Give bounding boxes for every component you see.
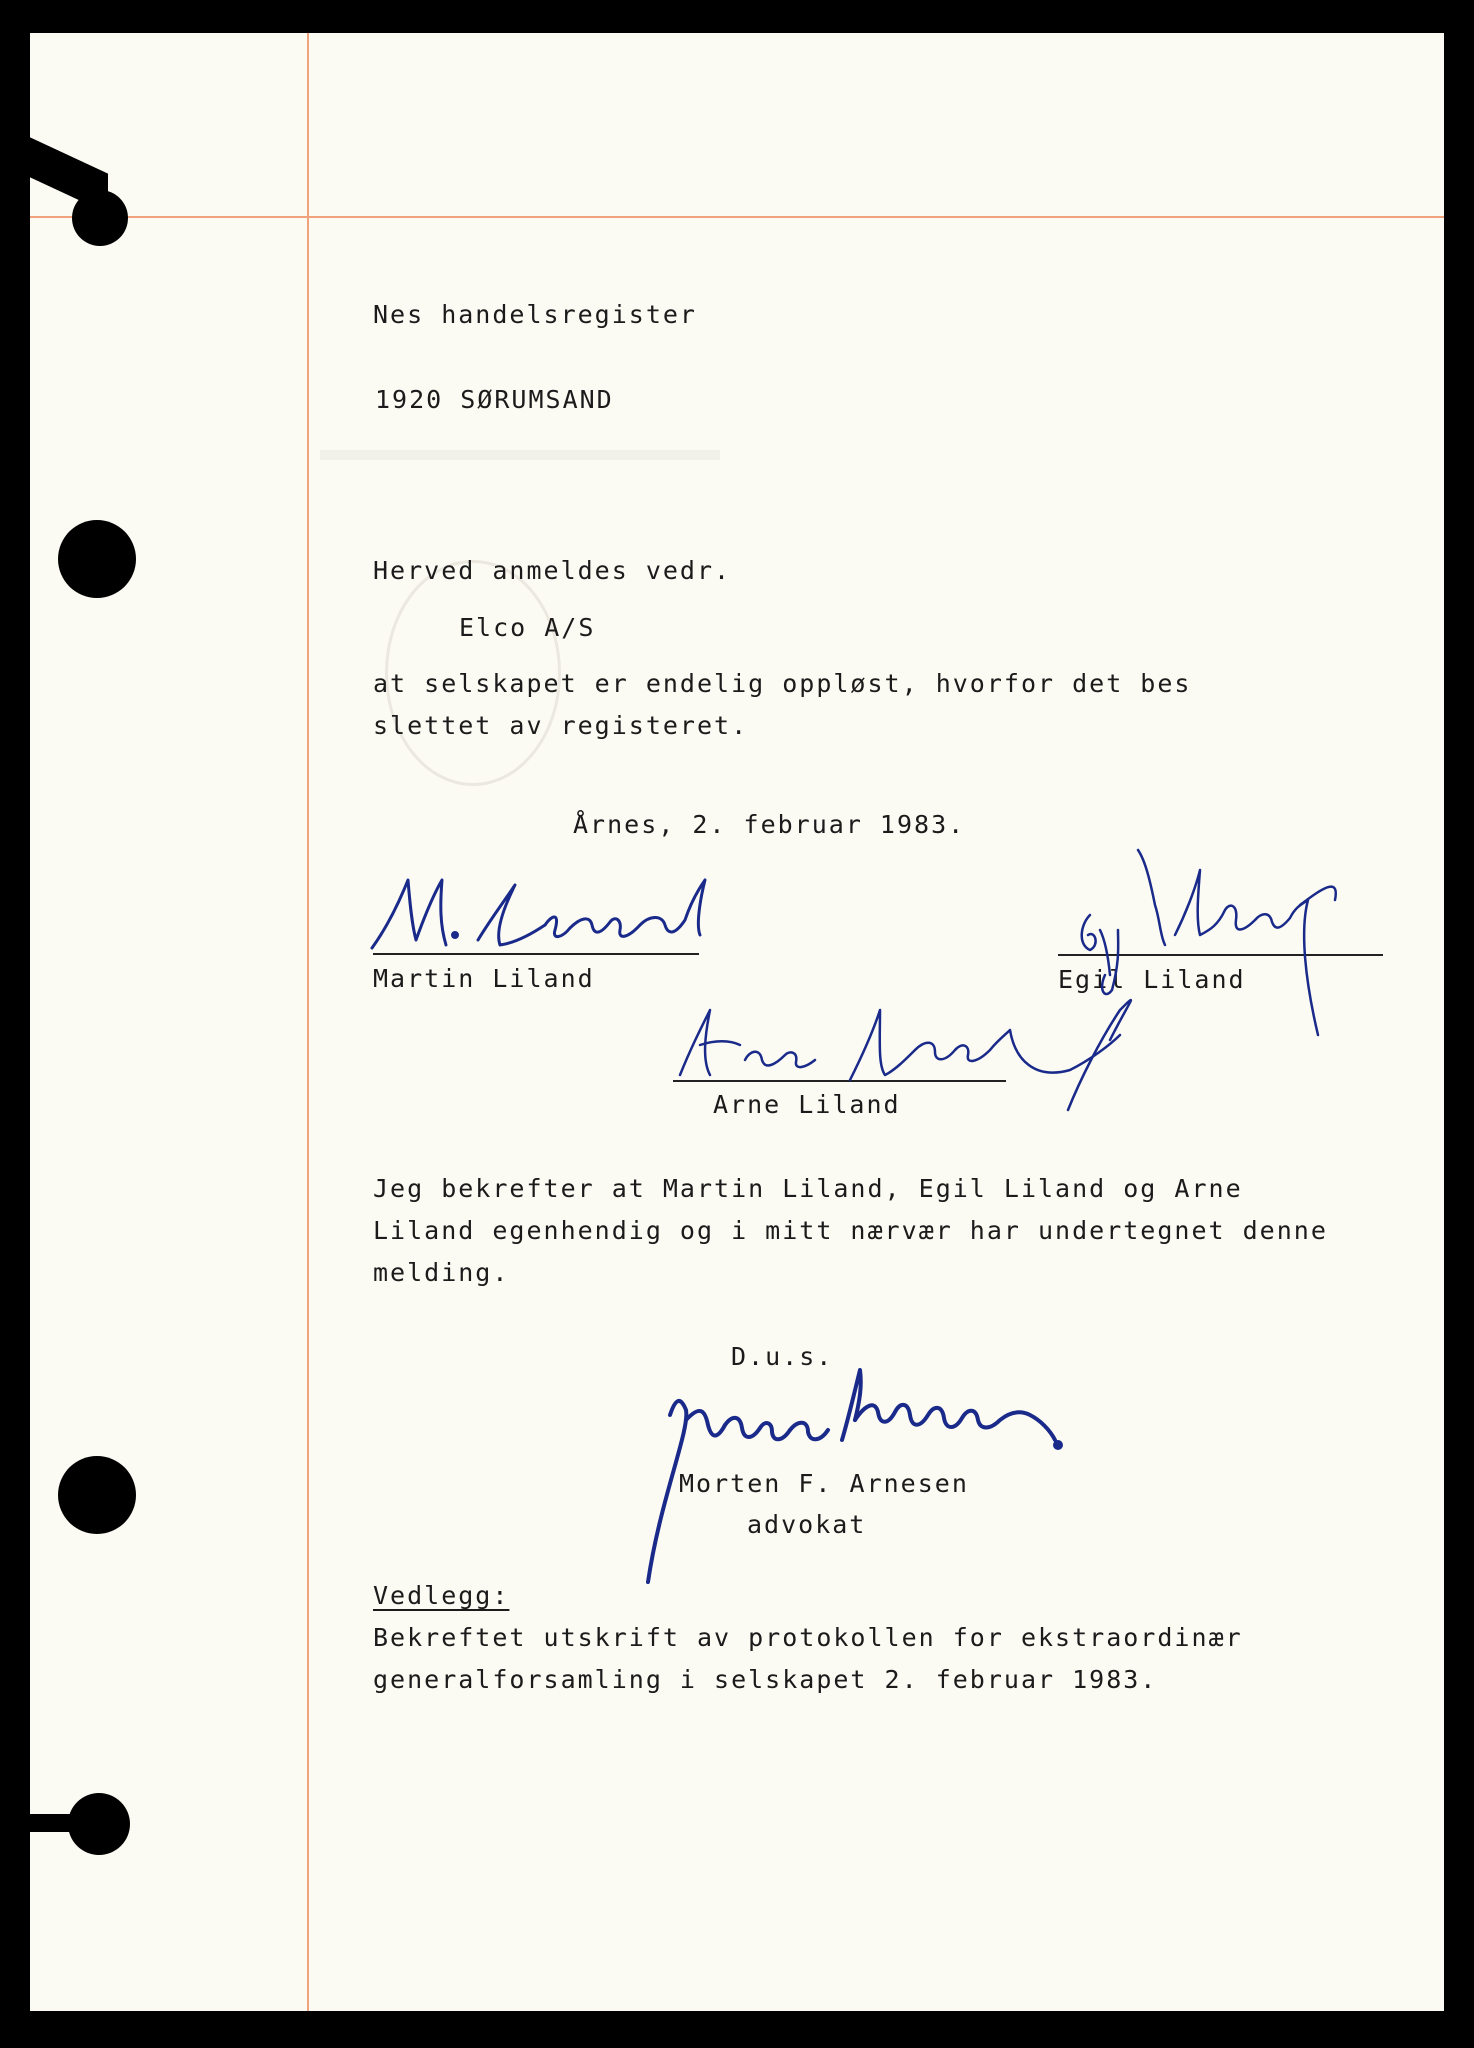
attachment-heading: Vedlegg: <box>373 1581 510 1610</box>
company-name: Elco A/S <box>459 613 596 642</box>
confirmation-line-2: Liland egenhendig og i mitt nærvær har undertegnet denne <box>373 1216 1328 1245</box>
confirmation-line-3: melding. <box>373 1258 510 1287</box>
recipient-name: Nes handelsregister <box>373 300 697 329</box>
attachment-line-1: Bekreftet utskrift av protokollen for ekstraordinær <box>373 1623 1243 1652</box>
signer-2-name: Egil Liland <box>1058 965 1246 994</box>
attachment-line-2: generalforsamling i selskapet 2. februar 1983. <box>373 1665 1158 1694</box>
recipient-address: 1920 SØRUMSAND <box>375 385 614 414</box>
lawyer-name: Morten F. Arnesen <box>679 1469 969 1498</box>
signer-1-name: Martin Liland <box>373 964 595 993</box>
lawyer-title: advokat <box>747 1510 867 1539</box>
confirmation-line-1: Jeg bekrefter at Martin Liland, Egil Liland og Arne <box>373 1174 1243 1203</box>
closing-dus: D.u.s. <box>731 1342 834 1371</box>
statement-line-1: at selskapet er endelig oppløst, hvorfor det bes <box>373 669 1192 698</box>
signature-arne-liland <box>680 1000 1131 1110</box>
signature-m-liland <box>372 880 705 948</box>
signature-morten-arnesen <box>648 1370 1061 1582</box>
signer-3-name: Arne Liland <box>713 1090 901 1119</box>
intro-text: Herved anmeldes vedr. <box>373 556 732 585</box>
statement-line-2: slettet av registeret. <box>373 711 749 740</box>
signature-egil-liland <box>1082 850 1336 1035</box>
place-date: Årnes, 2. februar 1983. <box>573 810 966 839</box>
